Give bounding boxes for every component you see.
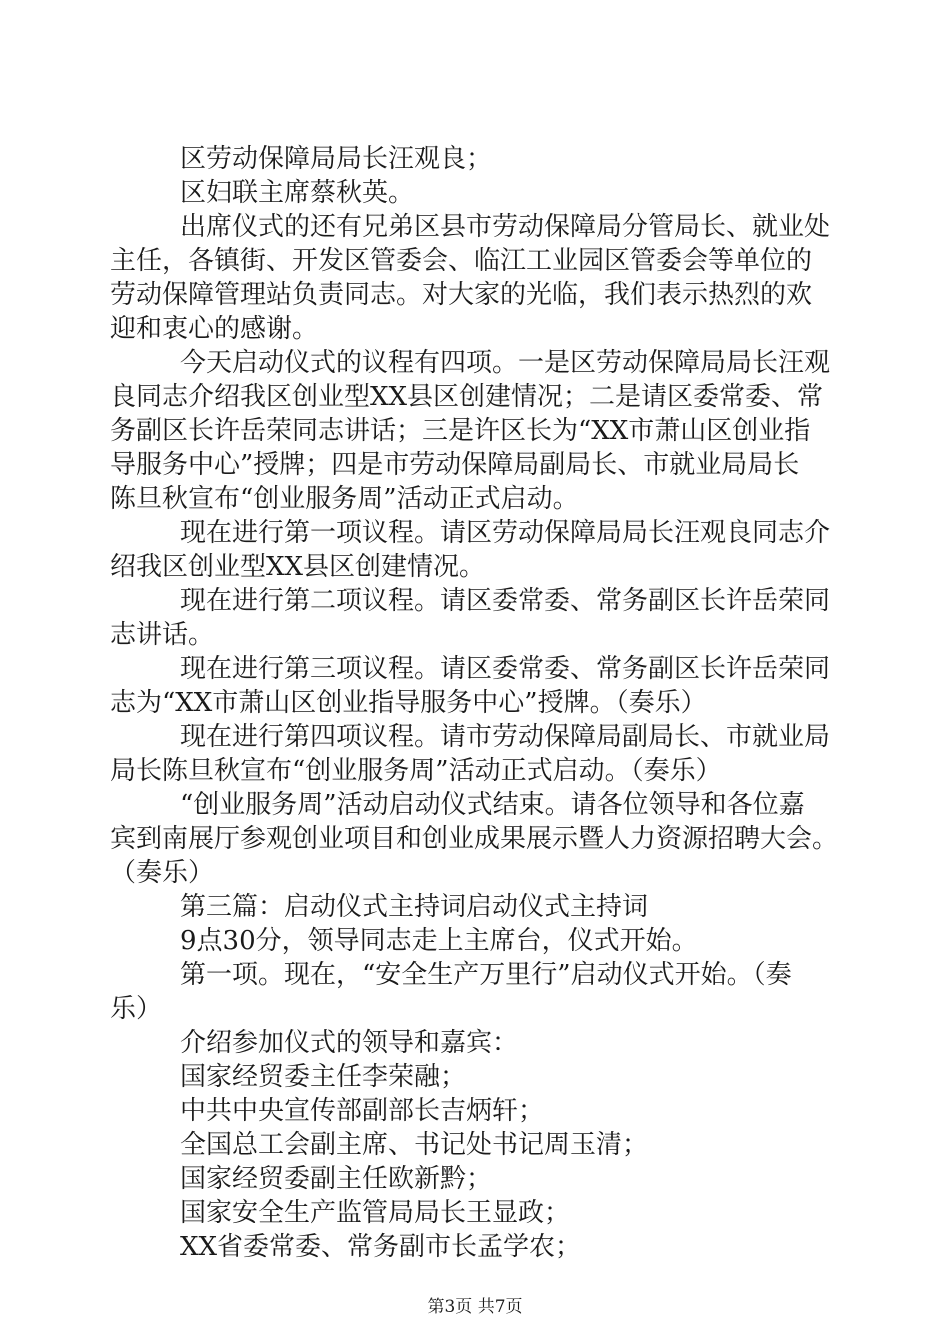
paragraph-line: 今天启动仪式的议程有四项。一是区劳动保障局局长汪观 — [180, 348, 831, 378]
paragraph-line: 志讲话。 — [110, 620, 215, 650]
paragraph-line: 宾到南展厅参观创业项目和创业成果展示暨人力资源招聘大会。 — [110, 824, 839, 854]
paragraph-line: 中共中央宣传部副部长吉炳轩； — [180, 1096, 545, 1126]
paragraph-line: 导服务中心”授牌；四是市劳动保障局副局长、市就业局局长 — [110, 450, 800, 480]
paragraph-line: 介绍参加仪式的领导和嘉宾： — [180, 1028, 519, 1058]
paragraph-line: 第三篇：启动仪式主持词启动仪式主持词 — [180, 892, 649, 922]
paragraph-line: 9点30分，领导同志走上主席台，仪式开始。 — [180, 926, 698, 956]
page-footer: 第3页 共7页 — [427, 1297, 523, 1317]
paragraph-line: XX省委常委、常务副市长孟学农； — [180, 1232, 582, 1262]
paragraph-line: 局长陈旦秋宣布“创业服务周”活动正式启动。（奏乐） — [110, 756, 722, 786]
paragraph-line: 区妇联主席蔡秋英。 — [180, 178, 415, 208]
paragraph-line: 国家经贸委主任李荣融； — [180, 1062, 467, 1092]
paragraph-line: 陈旦秋宣布“创业服务周”活动正式启动。 — [110, 484, 579, 514]
paragraph-line: 区劳动保障局局长汪观良； — [180, 144, 493, 174]
paragraph-line: 国家经贸委副主任欧新黔； — [180, 1164, 493, 1194]
paragraph-line: 国家安全生产监管局局长王显政； — [180, 1198, 571, 1228]
paragraph-line: 迎和衷心的感谢。 — [110, 314, 319, 344]
paragraph-line: 现在进行第二项议程。请区委常委、常务副区长许岳荣同 — [180, 586, 831, 616]
paragraph-line: 乐） — [110, 994, 163, 1024]
paragraph-line: 劳动保障管理站负责同志。对大家的光临，我们表示热烈的欢 — [110, 280, 813, 310]
paragraph-line: 第一项。现在，“安全生产万里行”启动仪式开始。（奏 — [180, 960, 792, 990]
paragraph-line: 出席仪式的还有兄弟区县市劳动保障局分管局长、就业处 — [180, 212, 831, 242]
paragraph-line: “创业服务周”活动启动仪式结束。请各位领导和各位嘉 — [180, 790, 805, 820]
paragraph-line: 现在进行第四项议程。请市劳动保障局副局长、市就业局 — [180, 722, 831, 752]
paragraph-line: 绍我区创业型XX县区创建情况。 — [110, 552, 486, 582]
paragraph-line: 良同志介绍我区创业型XX县区创建情况；二是请区委常委、常 — [110, 382, 824, 412]
paragraph-line: （奏乐） — [110, 858, 215, 888]
paragraph-line: 现在进行第一项议程。请区劳动保障局局长汪观良同志介 — [180, 518, 831, 548]
paragraph-line: 务副区长许岳荣同志讲话；三是许区长为“XX市萧山区创业指 — [110, 416, 811, 446]
paragraph-line: 现在进行第三项议程。请区委常委、常务副区长许岳荣同 — [180, 654, 831, 684]
paragraph-line: 主任，各镇街、开发区管委会、临江工业园区管委会等单位的 — [110, 246, 813, 276]
paragraph-line: 全国总工会副主席、书记处书记周玉清； — [180, 1130, 649, 1160]
paragraph-line: 志为“XX市萧山区创业指导服务中心”授牌。（奏乐） — [110, 688, 707, 718]
